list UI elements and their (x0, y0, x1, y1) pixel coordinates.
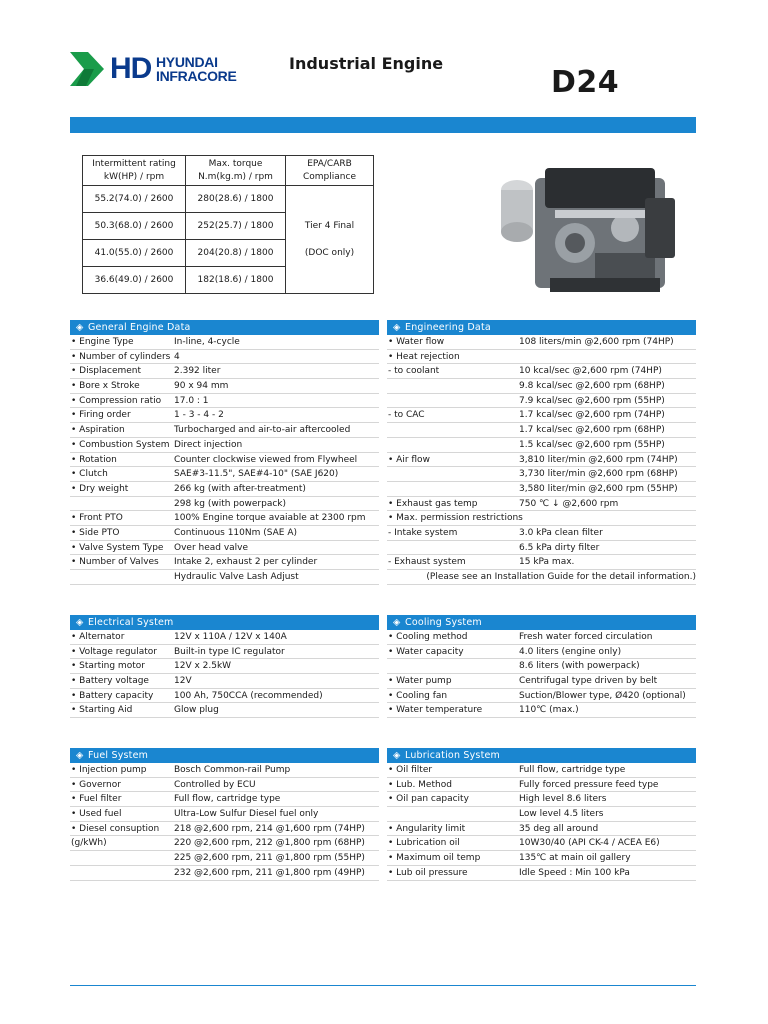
spec-row (387, 541, 696, 556)
diamond-icon: ◈ (393, 750, 401, 761)
spec-row (387, 659, 696, 674)
spec-value: 225 @2,600 rpm, 211 @1,800 rpm (55HP) (174, 853, 365, 864)
spec-row (387, 674, 696, 689)
spec-label: • Diesel consuption (71, 823, 160, 834)
spec-value: 7.9 kcal/sec @2,600 rpm (55HP) (519, 395, 665, 406)
document-title: Industrial Engine (289, 54, 444, 73)
spec-value: SAE#3-11.5", SAE#4-10" (SAE J620) (174, 469, 339, 480)
spec-row (70, 379, 379, 394)
company-logo (70, 50, 260, 90)
section-header: ◈ Engineering Data (387, 320, 696, 335)
torque-cell: 252(25.7) / 1800 (186, 213, 286, 240)
spec-value: 9.8 kcal/sec @2,600 rpm (68HP) (519, 381, 665, 392)
spec-value: Direct injection (174, 439, 243, 450)
spec-value: 218 @2,600 rpm, 214 @1,600 rpm (74HP) (174, 823, 365, 834)
spec-value: Idle Speed : Min 100 kPa (519, 867, 630, 878)
electrical-system-section (70, 615, 379, 718)
spec-label: • Voltage regulator (71, 646, 157, 657)
spec-row (70, 497, 379, 512)
model-name: D24 (551, 65, 620, 100)
spec-label: • Cooling method (388, 632, 468, 642)
spec-label: • Lub oil pressure (388, 867, 468, 878)
spec-row (387, 423, 696, 438)
torque-cell: 204(20.8) / 1800 (186, 240, 286, 267)
spec-value: 4 (174, 351, 180, 362)
spec-value: 8.6 liters (with powerpack) (519, 661, 640, 672)
spec-value: Hydraulic Valve Lash Adjust (174, 572, 299, 582)
spec-value: 1.7 kcal/sec @2,600 rpm (74HP) (519, 410, 665, 421)
spec-label: • Maximum oil temp (388, 853, 481, 864)
spec-row (70, 689, 379, 704)
table-row (83, 186, 374, 213)
spec-row (70, 645, 379, 660)
section-header: ◈ Cooling System (387, 615, 696, 630)
spec-row (387, 630, 696, 645)
spec-value: 17.0 : 1 (174, 395, 209, 406)
spec-label (387, 807, 519, 821)
spec-row (387, 394, 696, 409)
spec-value: 3.0 kPa clean filter (519, 527, 603, 538)
spec-value: 3,730 liter/min @2,600 rpm (68HP) (519, 469, 678, 480)
diamond-icon: ◈ (76, 322, 84, 333)
spec-row (70, 570, 379, 585)
spec-label: • Lubrication oil (388, 838, 460, 849)
spec-row (387, 438, 696, 453)
diamond-icon: ◈ (393, 617, 401, 628)
spec-row (387, 763, 696, 778)
section-header: ◈ Lubrication System (387, 748, 696, 763)
section-header: ◈ Fuel System (70, 748, 379, 763)
spec-row (387, 511, 696, 526)
logo-mark: HD (110, 52, 152, 85)
spec-label: • Angularity limit (388, 823, 466, 834)
spec-value: Centrifugal type driven by belt (519, 676, 658, 687)
spec-value: Full flow, cartridge type (519, 765, 626, 775)
spec-row (70, 482, 379, 497)
spec-value: 220 @2,600 rpm, 212 @1,800 rpm (68HP) (174, 838, 365, 849)
spec-label: • Cooling fan (388, 690, 448, 701)
spec-label: - to CAC (388, 410, 425, 421)
spec-row (387, 570, 696, 585)
rating-cell: 41.0(55.0) / 2600 (83, 240, 186, 267)
spec-label (387, 541, 519, 555)
spec-label: • Side PTO (71, 527, 120, 538)
spec-label (387, 467, 519, 481)
spec-value: 10W30/40 (API CK-4 / ACEA E6) (519, 838, 660, 849)
spec-label (70, 851, 174, 865)
logo-brand-line2: INFRACORE (156, 68, 237, 84)
spec-value: Full flow, cartridge type (174, 794, 281, 805)
spec-label: • Number of cylinders (71, 351, 171, 362)
spec-value: 1.5 kcal/sec @2,600 rpm (55HP) (519, 439, 665, 450)
spec-value: 1.7 kcal/sec @2,600 rpm (68HP) (519, 425, 665, 436)
spec-value: 10 kcal/sec @2,600 rpm (74HP) (519, 366, 662, 377)
spec-row (70, 408, 379, 423)
spec-row (70, 851, 379, 866)
spec-row (387, 453, 696, 468)
spec-label (387, 482, 519, 496)
spec-value: 266 kg (with after-treatment) (174, 483, 306, 494)
spec-value: 15 kPa max. (519, 557, 575, 568)
spec-row (387, 379, 696, 394)
compliance-cell (286, 186, 374, 294)
spec-row (70, 778, 379, 793)
spec-label: • Water pump (388, 676, 452, 687)
spec-label: • Displacement (71, 366, 142, 377)
spec-label (387, 379, 519, 393)
spec-label: • Exhaust gas temp (388, 498, 478, 509)
spec-value: 108 liters/min @2,600 rpm (74HP) (519, 337, 674, 347)
spec-row (387, 497, 696, 512)
spec-row (387, 703, 696, 718)
spec-label: • Water capacity (388, 646, 464, 657)
fuel-system-section (70, 748, 379, 881)
torque-cell: 182(18.6) / 1800 (186, 267, 286, 294)
spec-row (70, 555, 379, 570)
spec-row (70, 364, 379, 379)
spec-label: • Heat rejection (388, 351, 460, 362)
spec-row (387, 822, 696, 837)
spec-row (70, 541, 379, 556)
spec-label (387, 659, 519, 673)
spec-row (70, 807, 379, 822)
spec-label: • Aspiration (71, 425, 125, 436)
spec-value: (Please see an Installation Guide for the detail information.) (426, 572, 696, 582)
spec-label: • Battery voltage (71, 676, 149, 687)
spec-label: • Valve System Type (71, 542, 164, 553)
spec-row (387, 467, 696, 482)
compliance-tier: Tier 4 Final (304, 220, 355, 231)
spec-label (70, 497, 174, 511)
spec-row (387, 807, 696, 822)
spec-row (387, 526, 696, 541)
lubrication-system-section (387, 748, 696, 881)
spec-label: • Firing order (71, 410, 131, 421)
diamond-icon: ◈ (76, 750, 84, 761)
compliance-note: (DOC only) (304, 247, 355, 258)
spec-label: • Clutch (71, 469, 108, 480)
spec-row (387, 851, 696, 866)
spec-label: • Used fuel (71, 809, 122, 820)
spec-label: • Front PTO (71, 513, 123, 524)
diamond-icon: ◈ (76, 617, 84, 628)
spec-value: Fully forced pressure feed type (519, 779, 659, 790)
spec-row (70, 526, 379, 541)
rating-cell: 36.6(49.0) / 2600 (83, 267, 186, 294)
spec-label: • Starting motor (71, 661, 145, 672)
spec-value (519, 350, 696, 364)
spec-label: - Intake system (388, 527, 458, 538)
spec-row (70, 453, 379, 468)
spec-label: • Battery capacity (71, 690, 154, 701)
spec-row (387, 689, 696, 704)
spec-value: 135℃ at main oil gallery (519, 853, 631, 864)
spec-row (387, 778, 696, 793)
spec-value: Built-in type IC regulator (174, 646, 285, 657)
spec-row (387, 866, 696, 881)
spec-row (70, 792, 379, 807)
spec-label (387, 438, 519, 452)
spec-label (70, 866, 174, 880)
spec-row (387, 350, 696, 365)
spec-row (70, 511, 379, 526)
spec-row (70, 763, 379, 778)
spec-value: 298 kg (with powerpack) (174, 498, 287, 509)
spec-label: • Number of Valves (71, 557, 159, 568)
spec-value: 4.0 liters (engine only) (519, 646, 622, 657)
spec-row (70, 335, 379, 350)
spec-value: 12V x 110A / 12V x 140A (174, 632, 287, 642)
spec-value: In-line, 4-cycle (174, 337, 240, 347)
spec-label: • Alternator (71, 632, 125, 642)
spec-value: Glow plug (174, 705, 219, 716)
spec-row (387, 408, 696, 423)
rating-header-power: Intermittent rating kW(HP) / rpm (83, 156, 186, 186)
spec-label: • Oil filter (388, 765, 433, 775)
spec-row (387, 555, 696, 570)
spec-label: • Governor (71, 779, 121, 790)
spec-value: 6.5 kPa dirty filter (519, 542, 600, 553)
spec-value: 110℃ (max.) (519, 705, 579, 716)
diamond-icon: ◈ (393, 322, 401, 333)
spec-value: 100% Engine torque avaiable at 2300 rpm (174, 513, 366, 524)
spec-label: - Exhaust system (388, 557, 466, 568)
spec-value: Ultra-Low Sulfur Diesel fuel only (174, 809, 319, 820)
spec-label: • Dry weight (71, 483, 129, 494)
rating-cell: 55.2(74.0) / 2600 (83, 186, 186, 213)
spec-row (70, 350, 379, 365)
spec-row (70, 822, 379, 837)
spec-label: • Water flow (388, 337, 445, 347)
spec-value: Continuous 110Nm (SAE A) (174, 527, 297, 538)
rating-cell: 50.3(68.0) / 2600 (83, 213, 186, 240)
spec-label: - to coolant (388, 366, 440, 377)
spec-value: Low level 4.5 liters (519, 809, 604, 820)
spec-value: 35 deg all around (519, 823, 599, 834)
spec-label (70, 570, 174, 584)
spec-label: • Compression ratio (71, 395, 162, 406)
spec-label: • Fuel filter (71, 794, 122, 805)
spec-label: (g/kWh) (71, 838, 107, 849)
rating-header-compliance: EPA/CARB Compliance (286, 156, 374, 186)
spec-label (387, 423, 519, 437)
spec-row (70, 467, 379, 482)
spec-row (70, 836, 379, 851)
rating-header-torque: Max. torque N.m(kg.m) / rpm (186, 156, 286, 186)
footer-divider (70, 985, 696, 986)
spec-value: 3,810 liter/min @2,600 rpm (74HP) (519, 454, 678, 465)
logo-chevron-icon (70, 52, 106, 86)
spec-value: 12V x 2.5kW (174, 661, 232, 672)
spec-value: 90 x 94 mm (174, 381, 229, 392)
section-header: ◈ General Engine Data (70, 320, 379, 335)
spec-value: 2.392 liter (174, 366, 221, 377)
spec-row (70, 703, 379, 718)
spec-value (519, 511, 696, 525)
spec-row (387, 836, 696, 851)
spec-label: • Air flow (388, 454, 430, 465)
spec-value: 3,580 liter/min @2,600 rpm (55HP) (519, 483, 678, 494)
spec-row (387, 482, 696, 497)
spec-label: • Oil pan capacity (388, 794, 469, 805)
spec-row (387, 645, 696, 660)
spec-row (70, 866, 379, 881)
spec-label: • Starting Aid (71, 705, 133, 716)
general-engine-data-section (70, 320, 379, 585)
cooling-system-section (387, 615, 696, 718)
spec-label: • Max. permission restrictions (388, 513, 523, 524)
spec-value: 100 Ah, 750CCA (recommended) (174, 690, 323, 701)
spec-value: Counter clockwise viewed from Flywheel (174, 454, 358, 465)
spec-row (387, 335, 696, 350)
spec-value: Suction/Blower type, Ø420 (optional) (519, 690, 686, 701)
spec-row (70, 630, 379, 645)
spec-label: • Engine Type (71, 337, 134, 347)
spec-label: • Water temperature (388, 705, 483, 716)
header-divider-bar (70, 117, 696, 133)
engine-image (495, 148, 695, 308)
spec-row (387, 364, 696, 379)
spec-value: 232 @2,600 rpm, 211 @1,800 rpm (49HP) (174, 867, 365, 878)
spec-value: Intake 2, exhaust 2 per cylinder (174, 557, 318, 568)
spec-label (387, 394, 519, 408)
spec-value: Controlled by ECU (174, 779, 256, 790)
spec-value: Bosch Common-rail Pump (174, 765, 291, 775)
spec-label: • Combustion System (71, 439, 170, 450)
spec-value: 12V (174, 676, 192, 687)
spec-value: Turbocharged and air-to-air aftercooled (174, 425, 351, 436)
spec-value: Fresh water forced circulation (519, 632, 653, 642)
spec-row (70, 438, 379, 453)
spec-value: 1 - 3 - 4 - 2 (174, 410, 224, 421)
spec-value: Over head valve (174, 542, 249, 553)
spec-label: • Bore x Stroke (71, 381, 140, 392)
torque-cell: 280(28.6) / 1800 (186, 186, 286, 213)
section-header: ◈ Electrical System (70, 615, 379, 630)
spec-label: • Rotation (71, 454, 117, 465)
spec-row (70, 394, 379, 409)
rating-table (82, 155, 374, 294)
spec-row (70, 659, 379, 674)
logo-brand-line1: HYUNDAI (156, 54, 218, 70)
spec-value: High level 8.6 liters (519, 794, 607, 805)
spec-label: • Injection pump (71, 765, 147, 775)
engineering-data-section (387, 320, 696, 585)
spec-row (70, 423, 379, 438)
spec-row (387, 792, 696, 807)
spec-value: 750 ℃ ↓ @2,600 rpm (519, 498, 619, 509)
spec-label (387, 570, 426, 584)
spec-row (70, 674, 379, 689)
spec-label: • Lub. Method (388, 779, 452, 790)
